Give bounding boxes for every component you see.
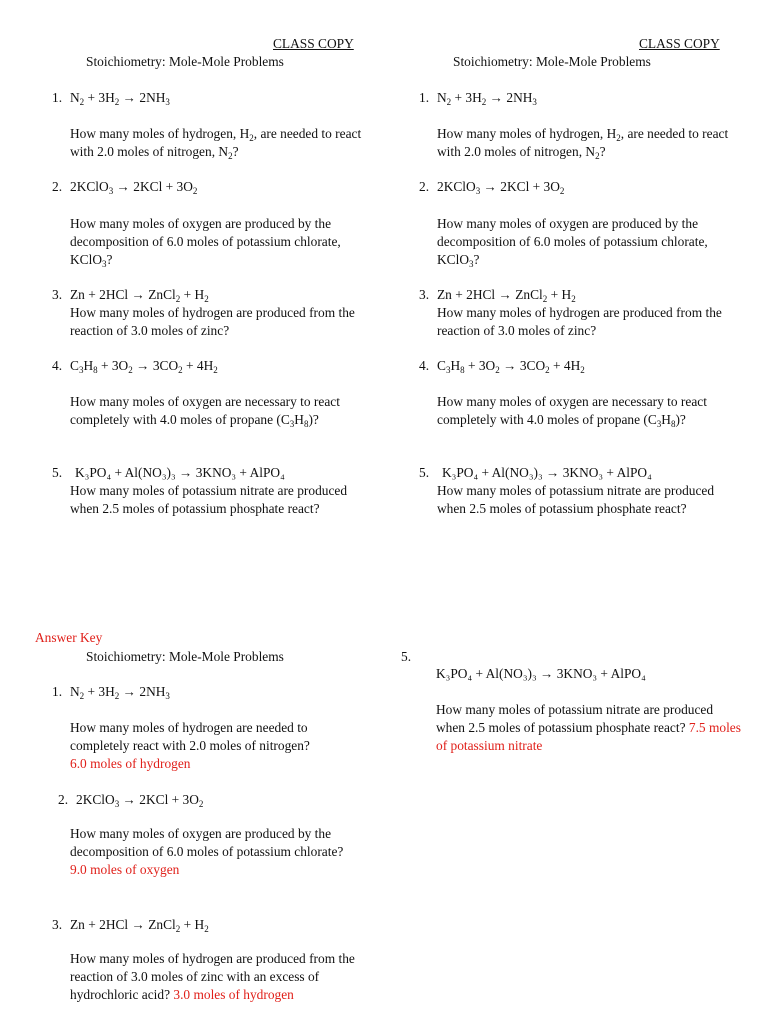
formula-text: N — [70, 684, 80, 699]
formula-text: + 3H — [84, 90, 115, 105]
formula-text: )? — [675, 412, 686, 427]
subscript: 2 — [213, 365, 218, 375]
ak-problem-1-question: How many moles of hydrogen are needed to completely react with 2.0 moles of nitrogen? 6.0 moles of hydrogen — [70, 720, 310, 771]
problem-3-equation-left — [70, 286, 209, 304]
subscript: 2 — [446, 97, 452, 107]
subscript: 8 — [670, 419, 676, 429]
formula-text: How many moles of hydrogen, H — [437, 126, 617, 141]
problem-1-number-left: 1. — [52, 90, 63, 105]
problem-5-question-right — [437, 482, 729, 518]
answer-key-title: Stoichiometry: Mole-Mole Problems — [86, 649, 284, 664]
formula-text: How many moles of oxygen are necessary to react completely with 4.0 moles of propane (C — [70, 394, 340, 427]
problem-5-question-left — [70, 482, 362, 518]
formula-text: → 3CO — [499, 358, 546, 373]
formula-text: + H — [547, 287, 572, 302]
ak-problem-2-equation — [76, 791, 203, 809]
formula-text: How many moles of potassium nitrate are produced when 2.5 moles of potassium phosphate react? — [70, 483, 348, 516]
problem-4-equation-right — [437, 357, 585, 375]
formula-text: + H — [180, 917, 205, 932]
problem-1-question-right — [437, 125, 729, 161]
formula-text: N — [70, 90, 80, 105]
formula-text: , are needed to react with 2.0 moles of nitrogen, N — [437, 126, 729, 159]
formula-text: How many moles of hydrogen are produced from the reaction of 3.0 moles of zinc? — [70, 305, 355, 338]
ak-problem-5-answer: 7.5 moles of potassium nitrate — [436, 720, 741, 753]
subscript: 3 — [445, 365, 451, 375]
subscript: 8 — [460, 365, 465, 375]
problem-1-question-left — [70, 125, 362, 161]
formula-text: ? — [473, 252, 480, 267]
ak-problem-1-equation — [70, 683, 170, 701]
ak-problem-1-answer: 6.0 moles of hydrogen — [70, 756, 191, 771]
formula-text: How many moles of oxygen are produced by the decomposition of 6.0 moles of potassium chlorate, KClO — [437, 216, 708, 267]
subscript: 2 — [616, 133, 621, 143]
formula-text: , are needed to react with 2.0 moles of nitrogen, N — [70, 126, 362, 159]
subscript: 2 — [114, 691, 120, 701]
formula-text: Zn + 2HCl → ZnCl — [70, 917, 176, 932]
ak-problem-2-question: How many moles of oxygen are produced by the decomposition of 6.0 moles of potassium chlorate? 9.0 moles of oxygen — [70, 826, 344, 877]
problem-5-equation-left — [75, 464, 285, 482]
ak-problem-3-question: How many moles of hydrogen are produced from the reaction of 3.0 moles of zinc with an excess of hydrochloric acid? 3.0 moles of hydrogen — [70, 951, 355, 1002]
formula-text: Zn + 2HCl → ZnCl — [70, 287, 176, 302]
subscript: 3 — [108, 186, 114, 196]
subscript: 3 — [114, 799, 120, 809]
formula-text: → 2NH — [486, 90, 533, 105]
formula-text: ? — [232, 144, 239, 159]
subscript: 2 — [204, 924, 209, 934]
problem-4-question-left — [70, 393, 362, 429]
ak-problem-2-number: 2. — [58, 792, 69, 807]
ak-problem-5-question: How many moles of potassium nitrate are produced when 2.5 moles of potassium phosphate react? 7.5 moles of potassium nitrate — [436, 702, 741, 753]
ak-problem-3-equation — [70, 916, 209, 934]
formula-text: How many moles of hydrogen, H — [70, 126, 250, 141]
formula-text: → 2NH — [119, 684, 166, 699]
formula-text: → 2KCl + 3O — [480, 179, 560, 194]
formula-text: + 3H — [84, 684, 115, 699]
subscript: 2 — [559, 186, 565, 196]
formula-text: + 3O — [464, 358, 496, 373]
formula-text: + 4H — [182, 358, 214, 373]
answer-key-label: Answer Key — [35, 630, 103, 645]
subscript: 3 — [656, 419, 662, 429]
subscript: 3 — [469, 259, 474, 269]
subscript: 2 — [228, 151, 233, 161]
worksheet-title-left: Stoichiometry: Mole-Mole Problems — [86, 54, 284, 69]
formula-text: → 2NH — [119, 90, 166, 105]
formula-text: How many moles of oxygen are produced by the decomposition of 6.0 moles of potassium chlorate, KClO — [70, 216, 341, 267]
subscript: 3 — [165, 691, 170, 701]
formula-text: ? — [599, 144, 606, 159]
class-copy-heading-right: CLASS COPY — [639, 36, 720, 51]
problem-4-number-right: 4. — [419, 358, 430, 373]
ak-problem-3-number: 3. — [52, 917, 63, 932]
problem-2-question-left — [70, 215, 362, 269]
problem-2-equation-right — [437, 178, 564, 196]
subscript: 2 — [545, 365, 550, 375]
formula-text: K₃PO₄ + Al(NO₃)₃ → 3KNO₃ + AlPO₄ — [442, 465, 652, 480]
subscript: 2 — [204, 294, 209, 304]
subscript: 2 — [595, 151, 600, 161]
subscript: 3 — [532, 97, 537, 107]
formula-text: 2KClO — [76, 792, 115, 807]
problem-5-number-left: 5. — [52, 465, 63, 480]
subscript: 3 — [102, 259, 107, 269]
problem-5-equation-right — [442, 464, 652, 482]
problem-4-question-right — [437, 393, 729, 429]
subscript: 3 — [475, 186, 481, 196]
ak-problem-3-answer: 3.0 moles of hydrogen — [173, 987, 294, 1002]
ak-problem-5-equation: K₃PO₄ + Al(NO₃)₃ → 3KNO₃ + AlPO₄ — [436, 666, 646, 681]
subscript: 2 — [192, 186, 198, 196]
formula-text: → 3CO — [132, 358, 179, 373]
subscript: 2 — [175, 294, 181, 304]
formula-text: Zn + 2HCl → ZnCl — [437, 287, 543, 302]
subscript: 3 — [289, 419, 295, 429]
formula-text: + 4H — [549, 358, 581, 373]
problem-2-question-right — [437, 215, 729, 269]
formula-text: How many moles of potassium nitrate are produced when 2.5 moles of potassium phosphate react? — [437, 483, 715, 516]
problem-4-number-left: 4. — [52, 358, 63, 373]
problem-3-number-left: 3. — [52, 287, 63, 302]
problem-3-number-right: 3. — [419, 287, 430, 302]
subscript: 2 — [495, 365, 500, 375]
subscript: 2 — [542, 294, 548, 304]
formula-text: + H — [180, 287, 205, 302]
ak-problem-2-answer: 9.0 moles of oxygen — [70, 862, 180, 877]
subscript: 8 — [93, 365, 98, 375]
subscript: 2 — [198, 799, 204, 809]
subscript: 3 — [165, 97, 170, 107]
formula-text: How many moles of oxygen are necessary to react completely with 4.0 moles of propane (C — [437, 394, 707, 427]
subscript: 2 — [571, 294, 576, 304]
subscript: 2 — [114, 97, 120, 107]
formula-text: 2KClO — [437, 179, 476, 194]
worksheet-title-right: Stoichiometry: Mole-Mole Problems — [453, 54, 651, 69]
subscript: 2 — [249, 133, 254, 143]
problem-3-question-left — [70, 304, 362, 340]
formula-text: H — [661, 412, 671, 427]
problem-2-equation-left — [70, 178, 197, 196]
problem-2-number-left: 2. — [52, 179, 63, 194]
subscript: 2 — [79, 691, 85, 701]
formula-text: 2KClO — [70, 179, 109, 194]
subscript: 2 — [580, 365, 585, 375]
subscript: 2 — [178, 365, 183, 375]
formula-text: C — [70, 358, 79, 373]
subscript: 8 — [303, 419, 309, 429]
formula-text: ? — [106, 252, 113, 267]
class-copy-heading-left: CLASS COPY — [273, 36, 354, 51]
subscript: 2 — [481, 97, 487, 107]
ak-problem-1-number: 1. — [52, 684, 63, 699]
problem-3-question-right — [437, 304, 729, 340]
formula-text: H — [294, 412, 304, 427]
problem-5-number-right: 5. — [419, 465, 430, 480]
formula-text: How many moles of hydrogen are produced from the reaction of 3.0 moles of zinc? — [437, 305, 722, 338]
formula-text: K₃PO₄ + Al(NO₃)₃ → 3KNO₃ + AlPO₄ — [75, 465, 285, 480]
problem-3-equation-right — [437, 286, 576, 304]
subscript: 2 — [128, 365, 133, 375]
ak-problem-5-number: 5. — [401, 649, 412, 664]
problem-4-equation-left — [70, 357, 218, 375]
problem-1-equation-right — [437, 89, 537, 107]
formula-text: + 3O — [97, 358, 129, 373]
subscript: 2 — [79, 97, 85, 107]
formula-text: H — [450, 358, 461, 373]
formula-text: C — [437, 358, 446, 373]
problem-2-number-right: 2. — [419, 179, 430, 194]
subscript: 2 — [175, 924, 181, 934]
problem-1-equation-left — [70, 89, 170, 107]
formula-text: → 2KCl + 3O — [113, 179, 193, 194]
formula-text: N — [437, 90, 447, 105]
formula-text: + 3H — [451, 90, 482, 105]
formula-text: )? — [308, 412, 319, 427]
subscript: 3 — [78, 365, 84, 375]
problem-1-number-right: 1. — [419, 90, 430, 105]
formula-text: H — [83, 358, 94, 373]
formula-text: → 2KCl + 3O — [119, 792, 199, 807]
